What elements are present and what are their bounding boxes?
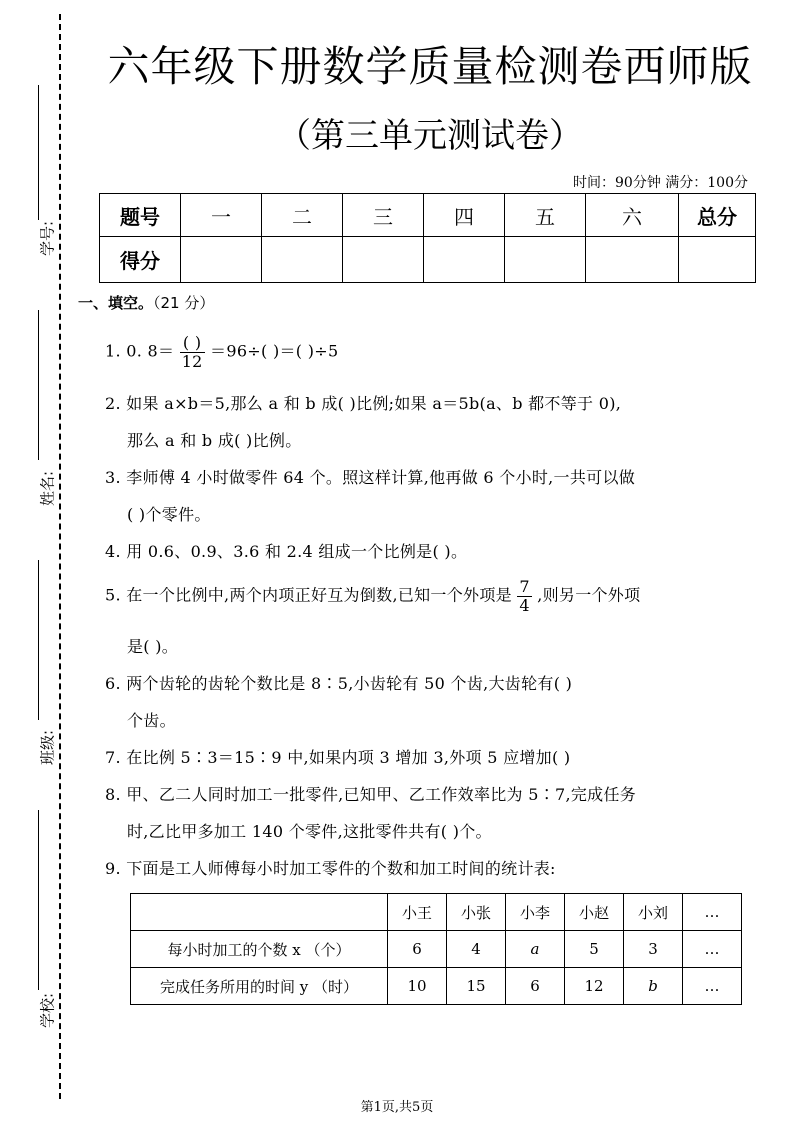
score-header-cell: 题号 <box>100 194 181 237</box>
stats-row-label: 完成任务所用的时间 y （时） <box>131 968 388 1005</box>
q1-suffix: ＝96÷( )＝( )÷5 <box>210 341 339 361</box>
question-3-line-2: ( )个零件。 <box>127 505 211 524</box>
question-5-line-1 <box>105 578 640 614</box>
section-title: 一、填空。 <box>78 294 154 312</box>
question-6-line-2: 个齿。 <box>127 711 176 730</box>
stats-cell: 4 <box>447 931 506 968</box>
page-subtitle: （第三单元测试卷） <box>277 116 583 156</box>
stats-header-cell: 小刘 <box>624 894 683 931</box>
stats-cell: 3 <box>624 931 683 968</box>
stats-header-cell: 小赵 <box>565 894 624 931</box>
q5-suffix: ,则另一个外项 <box>537 585 641 605</box>
score-row <box>100 237 756 283</box>
q5-numerator: 7 <box>519 577 530 596</box>
school-label: 学校: <box>38 992 57 1029</box>
name-label: 姓名: <box>38 470 57 507</box>
q1-numerator: ( ) <box>180 334 205 353</box>
score-cell[interactable] <box>679 237 756 283</box>
question-6-line-1: 6. 两个齿轮的齿轮个数比是 8∶5,小齿轮有 50 个齿,大齿轮有( ) <box>105 674 573 693</box>
q5-fraction <box>517 578 531 614</box>
section-heading <box>78 292 214 313</box>
score-header-cell: 五 <box>505 194 586 237</box>
stats-cell: a <box>506 931 565 968</box>
score-table <box>99 193 756 283</box>
stats-cell: b <box>624 968 683 1005</box>
stats-cell: 10 <box>388 968 447 1005</box>
stats-header-cell: 小张 <box>447 894 506 931</box>
student-id-label: 学号: <box>38 220 57 257</box>
stats-header-cell: 小王 <box>388 894 447 931</box>
page-title: 六年级下册数学质量检测卷西师版 <box>107 42 753 91</box>
stats-cell: 5 <box>565 931 624 968</box>
q1-fraction <box>180 334 205 370</box>
score-cell[interactable] <box>424 237 505 283</box>
class-line <box>38 560 39 720</box>
question-8-line-1: 8. 甲、乙二人同时加工一批零件,已知甲、乙工作效率比为 5∶7,完成任务 <box>105 785 637 804</box>
time-info: 时间：90分钟 满分：100分 <box>573 175 748 191</box>
score-header-cell: 三 <box>343 194 424 237</box>
score-cell[interactable] <box>181 237 262 283</box>
score-header-cell: 六 <box>586 194 679 237</box>
school-line <box>38 810 39 990</box>
question-5-line-2: 是( )。 <box>127 637 179 656</box>
question-2-line-1: 2. 如果 a×b＝5,那么 a 和 b 成( )比例;如果 a＝5b(a、b 都不等于 0), <box>105 394 622 413</box>
stats-header-cell: 小李 <box>506 894 565 931</box>
q5-denominator: 4 <box>519 595 530 615</box>
stats-header-cell <box>131 894 388 931</box>
question-9: 9. 下面是工人师傅每小时加工零件的个数和加工时间的统计表: <box>105 859 556 878</box>
stats-cell: … <box>683 931 742 968</box>
stats-cell: … <box>683 968 742 1005</box>
stats-row <box>131 968 742 1005</box>
class-label: 班级: <box>38 729 57 766</box>
question-8-line-2: 时,乙比甲多加工 140 个零件,这批零件共有( )个。 <box>127 822 492 841</box>
score-cell[interactable] <box>343 237 424 283</box>
stats-header-cell: … <box>683 894 742 931</box>
stats-header-row <box>131 894 742 931</box>
section-points: （21 分） <box>153 294 215 312</box>
q5-prefix: 5. 在一个比例中,两个内项正好互为倒数,已知一个外项是 <box>105 585 512 605</box>
name-line <box>38 310 39 460</box>
score-cell[interactable] <box>586 237 679 283</box>
stats-table <box>130 893 742 1005</box>
stats-cell: 6 <box>506 968 565 1005</box>
stats-row <box>131 931 742 968</box>
score-cell[interactable] <box>262 237 343 283</box>
stats-cell: 15 <box>447 968 506 1005</box>
question-4: 4. 用 0.6、0.9、3.6 和 2.4 组成一个比例是( )。 <box>105 542 468 561</box>
score-header-cell: 四 <box>424 194 505 237</box>
student-id-line <box>38 85 39 220</box>
stats-cell: 6 <box>388 931 447 968</box>
q1-prefix: 1. 0. 8＝ <box>105 341 175 361</box>
score-header-cell: 总分 <box>679 194 756 237</box>
score-header-row <box>100 194 756 237</box>
stats-cell: 12 <box>565 968 624 1005</box>
score-header-cell: 二 <box>262 194 343 237</box>
question-7: 7. 在比例 5∶3＝15∶9 中,如果内项 3 增加 3,外项 5 应增加( ) <box>105 748 571 767</box>
page-footer: 第1页,共5页 <box>360 1100 434 1115</box>
q1-denominator: 12 <box>181 351 203 371</box>
score-cell[interactable] <box>505 237 586 283</box>
stats-row-label: 每小时加工的个数 x （个） <box>131 931 388 968</box>
score-header-cell: 一 <box>181 194 262 237</box>
binding-dashed-line <box>59 14 61 1099</box>
question-1 <box>105 334 338 370</box>
question-2-line-2: 那么 a 和 b 成( )比例。 <box>127 431 302 450</box>
question-3-line-1: 3. 李师傅 4 小时做零件 64 个。照这样计算,他再做 6 个小时,一共可以做 <box>105 468 636 487</box>
score-row-label: 得分 <box>100 237 181 283</box>
